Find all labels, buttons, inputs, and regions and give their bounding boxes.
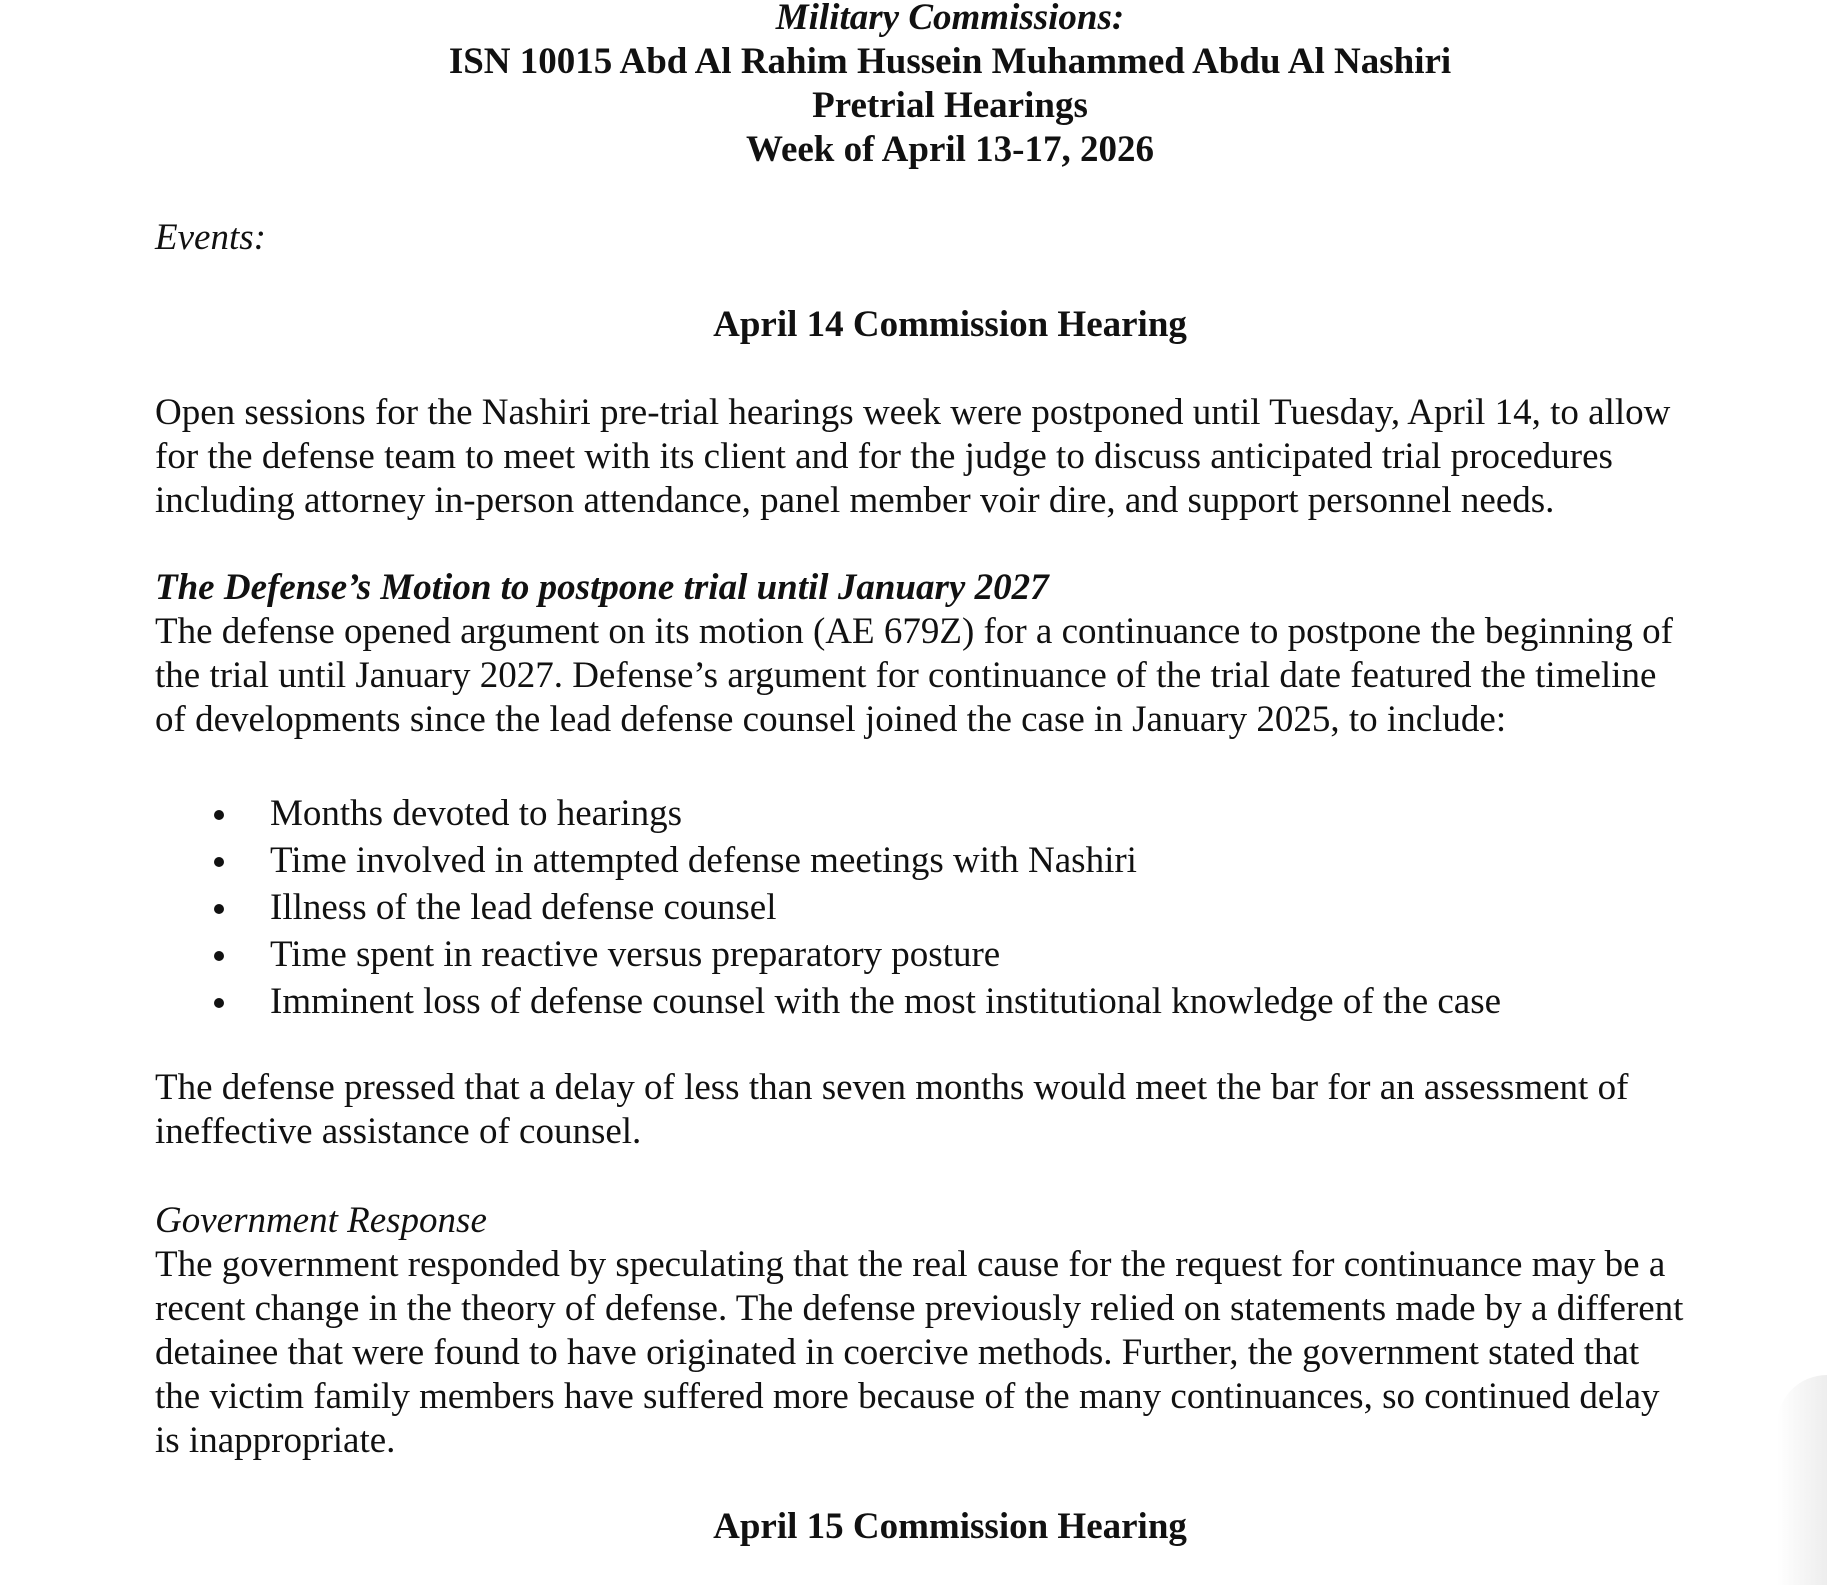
events-label: Events: — [155, 217, 266, 258]
bullet-icon — [214, 857, 224, 867]
intro-line: including attorney in-person attendance, panel member voir dire, and support personnel needs. — [155, 480, 1555, 521]
pressed-line: The defense pressed that a delay of less than seven months would meet the bar for an assessment of — [155, 1067, 1629, 1108]
intro-line: Open sessions for the Nashiri pre-trial hearings week were postponed until Tuesday, April 14, to allow — [155, 392, 1671, 433]
header-line-commissions: Military Commissions: — [775, 0, 1125, 38]
intro-paragraph — [155, 391, 1670, 523]
section-title-april-14: April 14 Commission Hearing — [713, 304, 1187, 345]
government-line: is inappropriate. — [155, 1420, 396, 1461]
bullet-icon — [214, 951, 224, 961]
page-curl-shadow — [1777, 1375, 1827, 1585]
motion-line: of developments since the lead defense counsel joined the case in January 2025, to include: — [155, 699, 1507, 740]
bullet-icon — [214, 904, 224, 914]
government-line: The government responded by speculating that the real cause for the request for continuance may be a — [155, 1244, 1666, 1285]
bullet-icon — [214, 810, 224, 820]
government-line: the victim family members have suffered more because of the many continuances, so continued delay — [155, 1376, 1660, 1417]
section-title-april-15: April 15 Commission Hearing — [713, 1506, 1187, 1547]
list-item — [155, 884, 1501, 931]
government-line: detainee that were found to have originated in coercive methods. Further, the government stated that — [155, 1332, 1640, 1373]
list-item — [155, 837, 1501, 884]
defense-pressed-paragraph — [155, 1066, 1628, 1154]
list-item — [155, 790, 1501, 837]
list-item — [155, 931, 1501, 978]
header-line-week: Week of April 13-17, 2026 — [745, 129, 1154, 170]
list-item-text: Time involved in attempted defense meetings with Nashiri — [270, 840, 1137, 881]
motion-line: the trial until January 2027. Defense’s argument for continuance of the trial date featured the timeline — [155, 655, 1657, 696]
government-line: recent change in the theory of defense. The defense previously relied on statements made by a different — [155, 1288, 1684, 1329]
list-item-text: Imminent loss of defense counsel with the most institutional knowledge of the case — [270, 981, 1502, 1022]
intro-line: for the defense team to meet with its client and for the judge to discuss anticipated trial procedures — [155, 436, 1613, 477]
motion-section — [155, 566, 1673, 742]
list-item — [155, 978, 1501, 1025]
list-item-text: Months devoted to hearings — [270, 793, 683, 834]
pressed-line: ineffective assistance of counsel. — [155, 1111, 642, 1152]
government-response-heading: Government Response — [155, 1200, 487, 1241]
government-response-section — [155, 1199, 1683, 1463]
header-line-hearing-type: Pretrial Hearings — [812, 85, 1088, 126]
list-item-text: Illness of the lead defense counsel — [270, 887, 777, 928]
bullet-icon — [214, 998, 224, 1008]
list-item-text: Time spent in reactive versus preparatory posture — [270, 934, 1001, 975]
header-line-detainee: ISN 10015 Abd Al Rahim Hussein Muhammed Abdu Al Nashiri — [448, 41, 1452, 82]
motion-line: The defense opened argument on its motion (AE 679Z) for a continuance to postpone the beginning of — [155, 611, 1673, 652]
motion-heading: The Defense’s Motion to postpone trial until January 2027 — [155, 567, 1049, 608]
timeline-bullet-list — [155, 790, 1501, 1025]
